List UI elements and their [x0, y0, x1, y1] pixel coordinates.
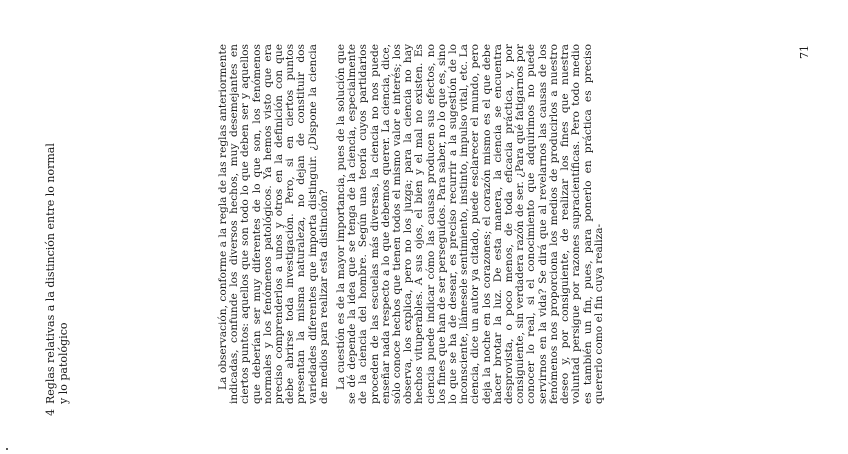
body-text — [218, 44, 611, 404]
scan-speck — [6, 448, 8, 450]
page-number: 71 — [798, 45, 811, 59]
chapter-title-line-2: y lo patológico — [57, 322, 70, 404]
chapter-header — [44, 44, 70, 416]
paragraph-1: La observación, conforme a la regla de las reglas anteriormente indicadas, confunde los diversos hechos, muy desemejantes en ciertos puntos: aquellos que son todo lo que deben ser y aquellos que deberían ser muy diferentes de lo que son, los fenómenos normales y los fenómenos patológicos. Ya hemos visto que era preciso comprenderlos a unos y otros en la definición con que debe abrirse toda investigación. Pero, si en ciertos puntos presentan la misma naturaleza, no dejan de constituir dos variedades diferentes que importa distinguir. ¿Dispone la ciencia de medios para realizar esta distinción? — [217, 44, 330, 404]
chapter-number: 4 — [44, 409, 57, 416]
chapter-title-line-1: Reglas relativas a la distinción entre lo normal — [44, 143, 57, 404]
paragraph-2: La cuestión es de la mayor importancia, pues de la solución que se dé depende la idea que se tenga de la ciencia, especialmente de la ciencia del hombre. Según una teoría cuyos partidarios proceden de las escuelas más diversas, la ciencia no nos puede enseñar nada respecto a lo que debemos querer. La ciencia, dice, sólo conoce hechos que tienen todos el mismo valor e interés; los observa, los explica, pero no los juzga; para la ciencia no hay hechos vituperables. A sus ojos, el bien y el mal no existen. Es ciencia puede indicar cómo las causas producen sus efectos, no los fines que han de ser perseguidos. Para saber, no lo que es, sino lo que se ha de desear, es preciso recurrir a la sugestión de lo inconsciente, llámesele sentimiento, instinto, impulso vital, etc. La ciencia, dice un autor ya citado, puede esclarecer el mundo, pero deja la noche en los corazones; el corazón mismo es el que debe hacer brotar la luz. De esta manera, la ciencia se encuentra desprovista, o poco menos, de toda eficacia práctica, y, por consiguiente, sin verdadera razón de ser. ¿Para qué fatigarnos por conocer lo real, si el conocimiento que adquirimos no puede servirnos en la vida? Se dirá que al revelarnos las causas de los fenómenos nos proporciona los medios de producirlos a nuestro deseo y, por consiguiente, de realizar los fines que nuestra voluntad persigue por razones supracientíficas. Pero todo medio es también un fin, pues, para ponerlo en práctica es preciso quererlo como el fin cuya realiza- — [335, 44, 605, 404]
